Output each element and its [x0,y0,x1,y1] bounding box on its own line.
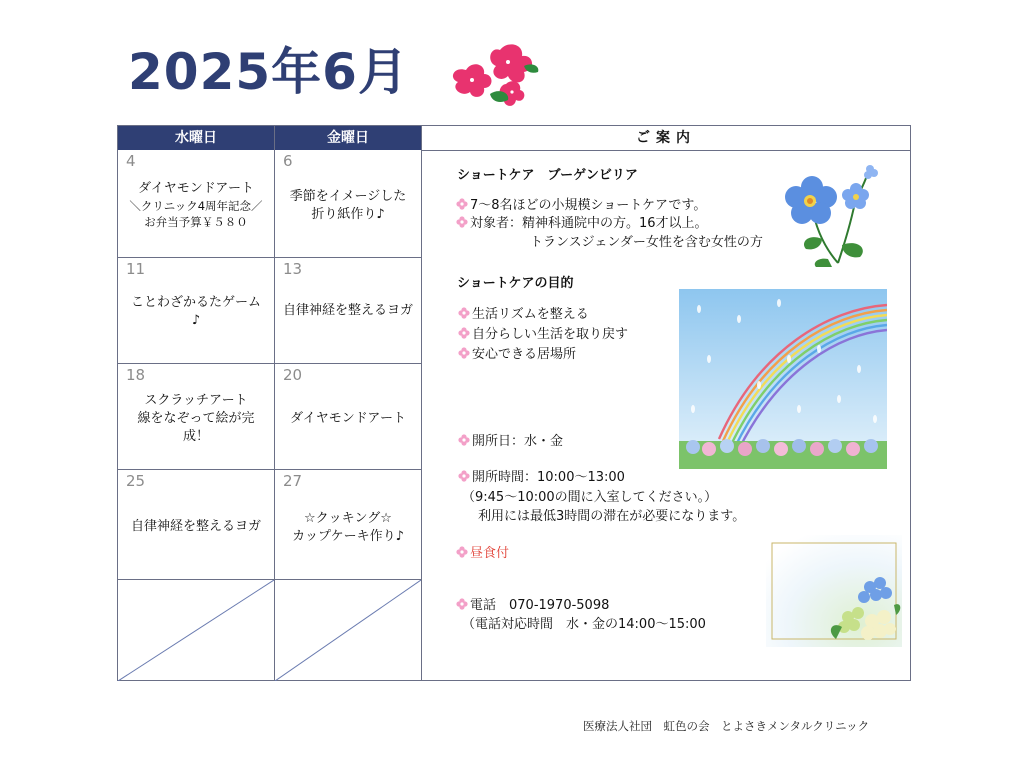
event-text: 線をなぞって絵が完 [137,411,255,426]
event-text: ☆クッキング☆ [304,511,392,526]
description-line [456,215,708,233]
flower-bullet-icon [456,216,468,228]
bougainvillea-icon [438,40,542,120]
date-number: 11 [126,260,146,278]
event-text: 自律神経を整えるヨガ [282,303,413,318]
event-text: ＼クリニック4周年記念／ [129,199,263,213]
date-number: 25 [126,472,146,490]
event-text: ことわざかるたゲーム [130,295,261,310]
event-text: 折り紙作り♪ [311,207,385,222]
empty-cell [118,579,274,680]
date-number: 27 [283,472,303,490]
footer-clinic-name: 医療法人社団 虹色の会 とよさきメンタルクリニック [583,719,870,733]
day-cell-fri [275,150,421,257]
purpose-item [458,326,628,344]
open-hours [458,469,625,487]
date-number: 6 [283,152,293,170]
event-text: 成！ [182,429,209,444]
page-title: 2025年6月 [128,43,409,101]
date-number: 13 [283,260,303,278]
event-text: ダイヤモンドアート [138,181,254,196]
event-text: カップケーキ作り♪ [292,529,404,544]
event-text: 自律神経を整えるヨガ [130,519,261,534]
flower-bullet-icon [458,434,470,446]
meal-text: 昼食付 [470,546,510,561]
description-text: トランスジェンダー女性を含む女性の方 [530,235,763,250]
stay-note: 利用には最低3時間の滞在が必要になります。 [478,509,746,524]
header-guidance: ご案内 [422,126,910,151]
purpose-item [458,306,589,324]
entry-note: （9:45～10:00の間に入室してください。） [462,490,718,505]
purpose-text: 生活リズムを整える [472,307,589,322]
phone-line [456,597,609,615]
empty-cell [275,579,421,680]
flower-bullet-icon [456,598,468,610]
meal-line [456,545,509,563]
day-cell-fri [275,469,421,579]
date-number: 18 [126,366,146,384]
description-line [456,197,706,215]
event-text: 季節をイメージした [289,189,407,204]
phone-hours: （電話対応時間 水・金の14:00～15:00 [462,617,706,632]
diagonal-line [275,580,421,681]
day-cell-wed [118,469,274,579]
hydrangea-illustration [766,535,902,647]
shortcare-heading: ショートケア ブーゲンビリア [457,168,638,183]
blue-flower-icon [772,159,882,267]
flower-bullet-icon [458,307,470,319]
day-cell-wed [118,363,274,469]
flower-bullet-icon [458,470,470,482]
purpose-text: 自分らしい生活を取り戻す [472,327,629,342]
guidance-panel [422,151,910,680]
diagonal-line [118,580,274,681]
rainbow-rain-illustration [679,289,887,469]
header-friday: 金曜日 [275,126,421,150]
event-text: ダイヤモンドアート [290,411,406,426]
event-text: スクラッチアート [144,393,248,408]
flower-bullet-icon [456,546,468,558]
schedule-table [117,125,911,681]
flower-bullet-icon [458,347,470,359]
date-number: 20 [283,366,303,384]
day-cell-fri [275,257,421,363]
open-days-text: 開所日：水・金 [472,434,564,449]
phone-text: 電話 070-1970-5098 [470,598,610,613]
day-cell-wed [118,257,274,363]
description-text: 対象者：精神科通院中の方。16才以上。 [470,216,708,231]
flower-bullet-icon [458,327,470,339]
description-text: 7～8名ほどの小規模ショートケアです。 [470,198,707,213]
event-text: ♪ [191,313,201,328]
purpose-text: 安心できる居場所 [472,347,577,362]
date-number: 4 [126,152,136,170]
purpose-heading: ショートケアの目的 [457,276,574,291]
day-cell-wed [118,150,274,257]
open-days [458,433,563,451]
flower-bullet-icon [456,198,468,210]
open-hours-text: 開所時間：10:00～13:00 [472,470,625,485]
header-wednesday: 水曜日 [118,126,274,150]
event-text: お弁当予算￥５８０ [144,215,248,229]
day-cell-fri [275,363,421,469]
purpose-item [458,346,576,364]
